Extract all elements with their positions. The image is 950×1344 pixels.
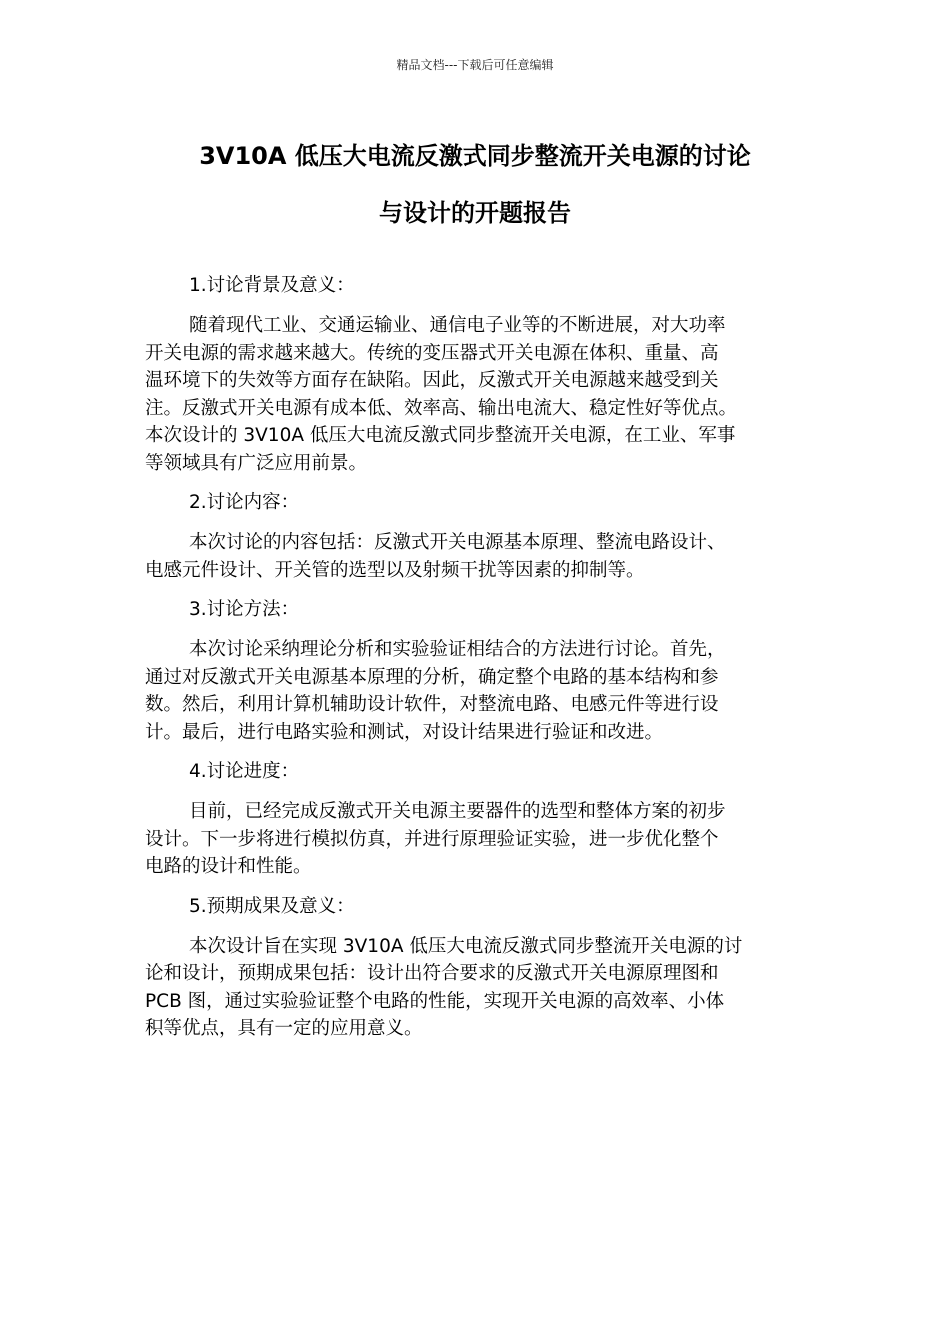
section-paragraph-content — [145, 529, 805, 584]
paragraph-line: 电感元件设计、开关管的选型以及射频干扰等因素的抑制等。 — [145, 559, 645, 581]
paragraph-line: 计。最后，进行电路实验和测试，对设计结果进行验证和改进。 — [145, 721, 664, 743]
paragraph-line: 本次讨论采纳理论分析和实验验证相结合的方法进行讨论。首先， — [189, 639, 726, 660]
paragraph-line: 论和设计，预期成果包括：设计出符合要求的反激式开关电源原理图和 — [145, 963, 719, 984]
paragraph-line: 开关电源的需求越来越大。传统的变压器式开关电源在体积、重量、高 — [145, 342, 719, 364]
paragraph-line: 本次设计的 3V10A 低压大电流反激式同步整流开关电源，在工业、军事 — [145, 425, 736, 446]
document-body — [145, 272, 805, 1055]
paragraph-line: 本次设计旨在实现 3V10A 低压大电流反激式同步整流开关电源的讨 — [189, 935, 743, 957]
paragraph-line: 随着现代工业、交通运输业、通信电子业等的不断进展，对大功率 — [189, 315, 726, 336]
section-heading-method: 3.讨论方法： — [189, 599, 300, 620]
section-paragraph-background — [145, 312, 805, 477]
section-heading-content: 2.讨论内容： — [189, 492, 300, 513]
paragraph-line: 等领域具有广泛应用前景。 — [145, 452, 368, 474]
section-heading-progress: 4.讨论进度： — [189, 761, 300, 782]
document-title-line-1: 3V10A 低压大电流反激式同步整流开关电源的讨论 — [199, 142, 751, 170]
paragraph-line: 数。然后，利用计算机辅助设计软件，对整流电路、电感元件等进行设 — [145, 694, 719, 715]
paragraph-line: 积等优点，具有一定的应用意义。 — [145, 1018, 423, 1039]
section-paragraph-progress — [145, 798, 805, 881]
paragraph-line: 电路的设计和性能。 — [145, 856, 312, 877]
section-paragraph-method — [145, 636, 805, 746]
paragraph-line: PCB 图，通过实验验证整个电路的性能，实现开关电源的高效率、小体 — [145, 990, 725, 1012]
paragraph-line: 通过对反激式开关电源基本原理的分析，确定整个电路的基本结构和参 — [145, 666, 719, 688]
document-title-line-2: 与设计的开题报告 — [379, 199, 571, 227]
header-note: 精品文档---下载后可任意编辑 — [396, 58, 554, 72]
paragraph-line: 目前，已经完成反激式开关电源主要器件的选型和整体方案的初步 — [189, 801, 726, 822]
section-paragraph-expected-results — [145, 933, 805, 1043]
section-heading-background: 1.讨论背景及意义： — [189, 275, 355, 296]
paragraph-line: 设计。下一步将进行模拟仿真，并进行原理验证实验，进一步优化整个 — [145, 828, 719, 850]
paragraph-line: 本次讨论的内容包括：反激式开关电源基本原理、整流电路设计、 — [189, 532, 726, 553]
section-heading-expected-results: 5.预期成果及意义： — [189, 895, 355, 917]
paragraph-line: 注。反激式开关电源有成本低、效率高、输出电流大、稳定性好等优点。 — [145, 397, 738, 419]
paragraph-line: 温环境下的失效等方面存在缺陷。因此，反激式开关电源越来越受到关 — [145, 370, 719, 391]
